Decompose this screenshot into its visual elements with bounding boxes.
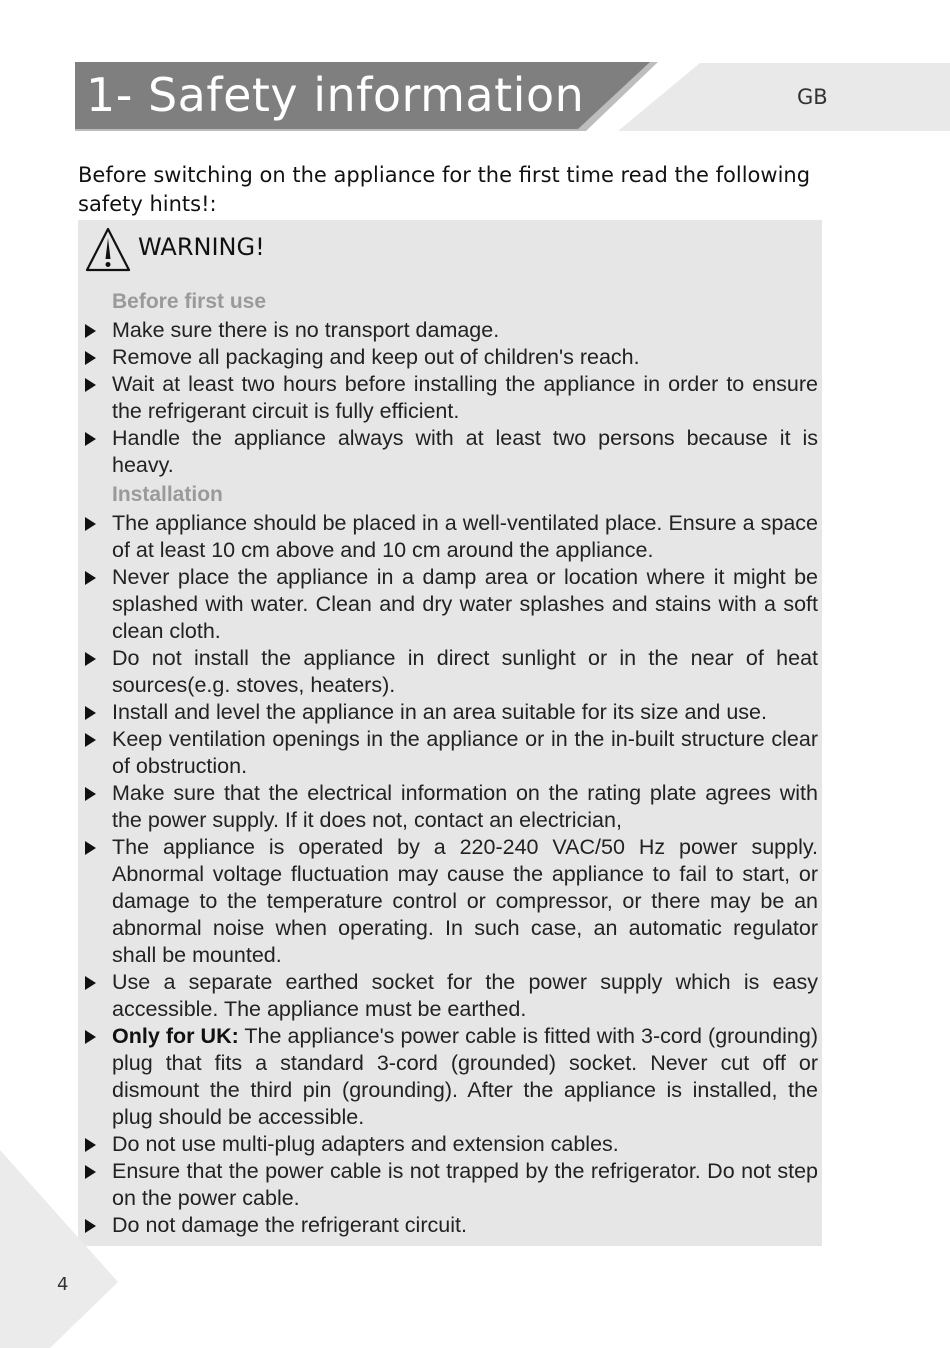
- list-item: [84, 564, 818, 645]
- list-item-text: The appliance's power cable is fitted with 3-cord (grounding) plug that fits a standard 3-cord (grounded) socket. Never cut off or dismount the third pin (grounding). After the appliance is installed, the plug should be accessible.: [112, 1024, 818, 1129]
- list-item: [84, 1158, 818, 1212]
- list-item-text: Install and level the appliance in an area suitable for its size and use.: [112, 700, 767, 724]
- list-item-emphasis: Only for UK:: [112, 1024, 239, 1048]
- section-heading: Before first use: [112, 290, 267, 313]
- bullet-arrow-icon: [85, 517, 96, 531]
- bullet-arrow-icon: [85, 652, 96, 666]
- list-item-text: Keep ventilation openings in the appliance or in the in-built structure clear of obstruction.: [112, 727, 818, 778]
- list-item: [84, 1023, 818, 1131]
- list-item: [84, 510, 818, 564]
- list-item-text: Handle the appliance always with at least two persons because it is heavy.: [112, 426, 818, 477]
- list-item-text: Do not use multi-plug adapters and extension cables.: [112, 1132, 619, 1156]
- list-item: [84, 969, 818, 1023]
- list-item-text: Never place the appliance in a damp area or location where it might be splashed with water. Clean and dry water splashes and stains with a soft clean cloth.: [112, 565, 818, 643]
- list-item: [84, 834, 818, 969]
- bullet-arrow-icon: [85, 706, 96, 720]
- list-item-text: Make sure that the electrical information on the rating plate agrees with the power supply. If it does not, contact an electrician,: [112, 781, 818, 832]
- list-item-text: Use a separate earthed socket for the power supply which is easy accessible. The appliance must be earthed.: [112, 970, 818, 1021]
- warning-title: WARNING!: [138, 233, 265, 261]
- bullet-arrow-icon: [85, 571, 96, 585]
- list-item: [84, 780, 818, 834]
- bullet-list: [84, 317, 818, 479]
- list-item: [84, 425, 818, 479]
- list-item-text: The appliance should be placed in a well-ventilated place. Ensure a space of at least 10 cm above and 10 cm around the appliance.: [112, 511, 818, 562]
- list-item-text: Remove all packaging and keep out of children's reach.: [112, 345, 640, 369]
- list-item: [84, 1131, 818, 1158]
- bullet-arrow-icon: [85, 976, 96, 990]
- section-heading: Installation: [112, 483, 223, 506]
- list-item: [84, 699, 818, 726]
- list-item-text: Do not damage the refrigerant circuit.: [112, 1213, 467, 1237]
- bullet-arrow-icon: [85, 841, 96, 855]
- list-item: [84, 645, 818, 699]
- bullet-arrow-icon: [85, 378, 96, 392]
- bullet-list: [84, 510, 818, 1239]
- list-item-text: Make sure there is no transport damage.: [112, 318, 500, 342]
- page-number: 4: [57, 1274, 69, 1295]
- list-item: [84, 344, 818, 371]
- safety-content: [84, 286, 818, 1239]
- list-item: [84, 317, 818, 344]
- bullet-arrow-icon: [85, 324, 96, 338]
- bullet-arrow-icon: [85, 432, 96, 446]
- list-item-text: The appliance is operated by a 220-240 VAC/50 Hz power supply. Abnormal voltage fluctuation may cause the appliance to fail to start, or damage to the temperature control or compressor, or there may be an abnormal noise when operating. In such case, an automatic regulator shall be mounted.: [112, 835, 818, 967]
- bullet-arrow-icon: [85, 351, 96, 365]
- intro-text: Before switching on the appliance for the first time read the following safety hints!:: [78, 163, 811, 216]
- bullet-arrow-icon: [85, 1030, 96, 1044]
- bullet-arrow-icon: [85, 733, 96, 747]
- list-item: [84, 1212, 818, 1239]
- warning-triangle-icon: [84, 226, 132, 274]
- list-item: [84, 726, 818, 780]
- language-code: GB: [797, 85, 828, 109]
- list-item-text: Wait at least two hours before installing the appliance in order to ensure the refrigerant circuit is fully efficient.: [112, 372, 818, 423]
- list-item-text: Ensure that the power cable is not trapped by the refrigerator. Do not step on the power cable.: [112, 1159, 818, 1210]
- page-title: 1- Safety information: [86, 68, 585, 122]
- list-item-text: Do not install the appliance in direct sunlight or in the near of heat sources(e.g. stoves, heaters).: [112, 646, 818, 697]
- list-item: [84, 371, 818, 425]
- bullet-arrow-icon: [85, 787, 96, 801]
- corner-decoration: [0, 1150, 130, 1348]
